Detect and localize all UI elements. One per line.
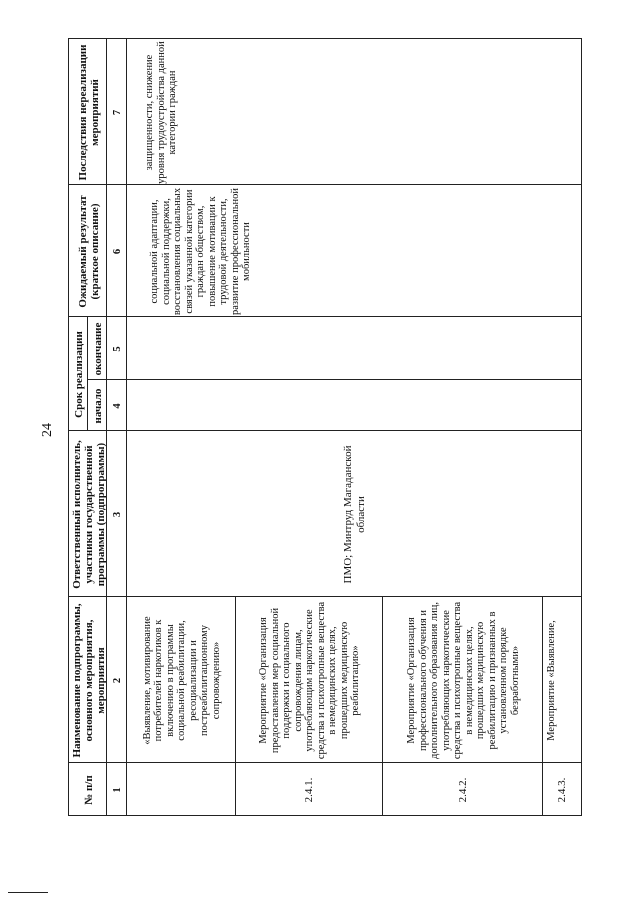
start-cell <box>126 379 582 431</box>
row3-name: Мероприятие «Организация профессионального обучения и дополнительного образования лиц, употребляющих наркотические средства и психотропные вещества в немедицинских целях, прошедших медицинскую реабилитацию и признанных в установленном порядке безработными» <box>382 596 543 763</box>
page-edge-rule <box>8 892 48 893</box>
row2-num: 2.4.1. <box>235 762 383 816</box>
header-name: Наименование подпрограммы, основного мероприятия, мероприятия <box>68 596 107 763</box>
colnum-3: 3 <box>106 430 127 597</box>
header-period: Срок реализации <box>68 316 88 431</box>
row3-num: 2.4.2. <box>382 762 543 816</box>
header-num: № п/п <box>68 762 107 816</box>
row2-name: Мероприятие «Организация предоставления мер социальной поддержки и социального сопровождения лицам, употребляющим наркотические средства и психотропные вещества в немедицинских целях, прошедших медицинскую реабилитацию» <box>235 596 383 763</box>
end-cell <box>126 316 582 380</box>
header-end: окончание <box>87 316 107 380</box>
colnum-4: 4 <box>106 379 127 431</box>
consequence-cell: защищенности, снижение уровня трудоустройства данной категории граждан <box>126 38 582 185</box>
page-number-text: 24 <box>40 423 55 437</box>
header-result: Ожидаемый результат (краткое описание) <box>68 184 107 317</box>
result-cell: социальной адаптации, социальной поддержки, восстановления социальных связей указанной категории граждан обществом, повышение мотивации к трудовой деятельности, развитие профессиональной мобильности <box>126 184 582 317</box>
row4-num: 2.4.3. <box>542 762 582 816</box>
colnum-5: 5 <box>106 316 127 380</box>
row1-num <box>126 762 236 816</box>
colnum-7: 7 <box>106 38 127 185</box>
colnum-2: 2 <box>106 596 127 763</box>
row1-name: «Выявление, мотивирование потребителей наркотиков к включению в программы социальной реабилитации, ресоциализации и постреабилитационному сопровождению» <box>126 596 236 763</box>
header-start: начало <box>87 379 107 431</box>
header-consequence: Последствия нереализации мероприятий <box>68 38 107 185</box>
header-executor: Ответственный исполнитель, участники государственной программы (подпрограммы) <box>68 430 107 597</box>
colnum-6: 6 <box>106 184 127 317</box>
colnum-1: 1 <box>106 762 127 816</box>
row4-name: Мероприятие «Выявление, <box>542 596 582 763</box>
executor-cell: ПМО; Минтруд Магаданской области <box>126 430 582 597</box>
